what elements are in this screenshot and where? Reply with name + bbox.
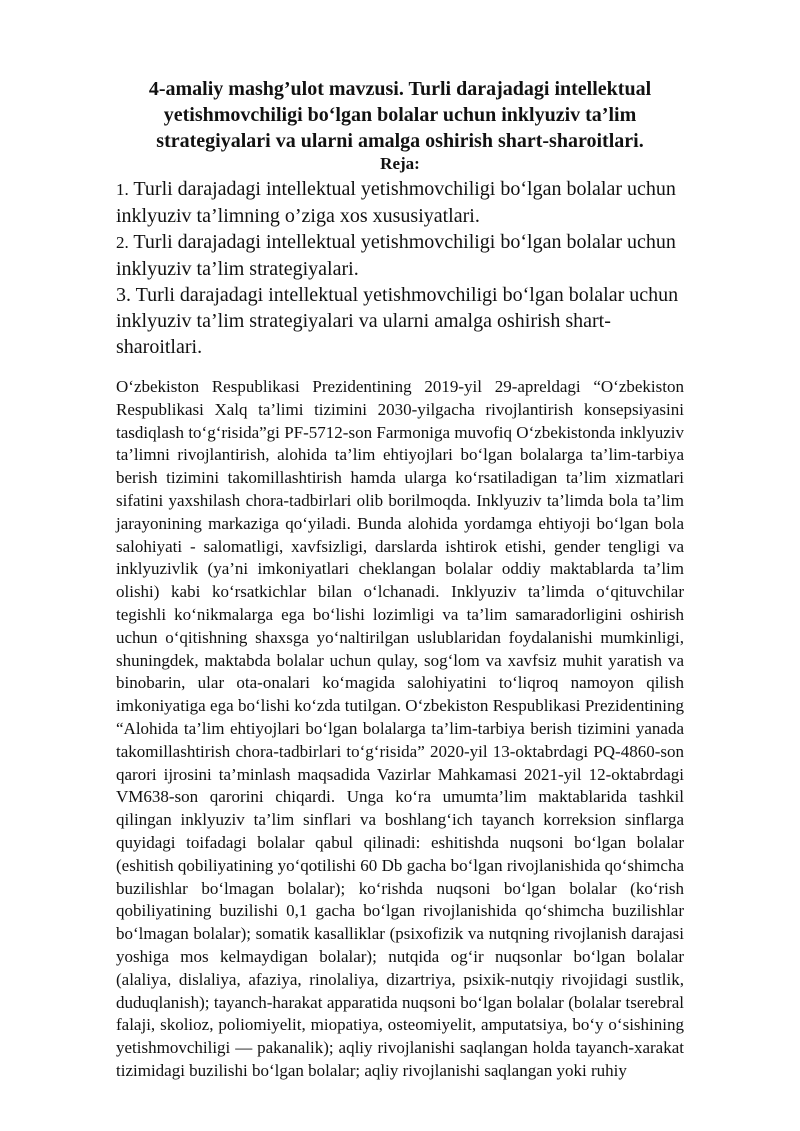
plan-heading: Reja: [380,154,420,173]
plan-item-text: Turli darajadagi intellektual yetishmovchiligi bo‘lgan bolalar uchun inklyuziv ta’lim strategiyalari va ularni amalga oshirish shart-sharoitlari. [116,284,679,358]
plan-item-text: Turli darajadagi intellektual yetishmovchiligi bo‘lgan bolalar uchun inklyuziv ta’limning o’ziga xos xususiyatlari. [116,178,676,227]
document-page [116,76,684,1083]
plan-item-1 [116,176,684,229]
body-paragraph: O‘zbekiston Respublikasi Prezidentining 2019-yil 29-apreldagi “O‘zbekiston Respublikasi Xalq ta’limi tizimini 2030-yilgacha rivojlantirish konsepsiyasini tasdiqlash to‘g‘risida”gi PF-5712-son Farmoniga muvofiq O‘zbekistonda inklyuziv ta’limni rivojlantirish, alohida ta’lim ehtiyojlari bo‘lgan bolalarga ta’lim-tarbiya berish tizimini takomillashtirish hamda ularga ko‘rsatiladigan ta’lim xizmatlari sifatini yaxshilash chora-tadbirlari olib borilmoqda. Inklyuziv ta’limda bola ta’lim jarayonining markaziga qo‘yiladi. Bunda alohida yordamga ehtiyoji bo‘lgan bola salohiyati - salomatligi, xavfsizligi, darslarda ishtirok etishi, gender tengligi va inklyuzivlik (ya’ni imkoniyatlari cheklangan bolalar oddiy maktablarda ta’lim olishi) kabi ko‘rsatkichlar bilan o‘lchanadi. Inklyuziv ta’limda o‘qituvchilar tegishli ko‘nikmalarga ega bo‘lishi lozimligi va ta’lim samaradorligini oshirish uchun o‘qitishning shaxsga yo‘naltirilgan uslublaridan foydalanishi mumkinligi, shuningdek, maktabda bolalar uchun qulay, sog‘lom va xavfsiz muhit yaratish va binobarin, ular ota-onalari ko‘magida salohiyatini to‘liqroq namoyon qilish imkoniyatiga ega bo‘lishi ko‘zda tutilgan. O‘zbekiston Respublikasi Prezidentining “Alohida ta’lim ehtiyojlari bo‘lgan bolalarga ta’lim-tarbiya berish tizimini yanada takomillashtirish chora-tadbirlari to‘g‘risida” 2020-yil 13-oktabrdagi PQ-4860-son qarori ijrosini ta’minlash maqsadida Vazirlar Mahkamasi 2021-yil 12-oktabrdagi VM638-son qarorini chiqardi. Unga ko‘ra umumta’lim maktablarida tashkil qilingan inklyuziv ta’lim sinflari va boshlang‘ich tayanch korreksion sinflarga quyidagi toifadagi bolalar qabul qilinadi: eshitishda nuqsoni bo‘lgan bolalar (eshitish qobiliyatining yo‘qotilishi 60 Db gacha bo‘lgan rivojlanishida qo‘shimcha buzilishlar bo‘lmagan bolalar); ko‘rishda nuqsoni bo‘lgan bolalar (ko‘rish qobiliyatining buzilishi 0,1 gacha bo‘lgan rivojlanishida qo‘shimcha buzilishlar bo‘lmagan bolalar); somatik kasalliklar (psixofizik va nutqning rivojlanish darajasi yoshiga mos kelmaydigan bolalar); nutqida og‘ir nuqsonlar bo‘lgan bolalar (alaliya, dislaliya, afaziya, rinolaliya, dizartriya, psixik-nutqiy rivojidagi sustlik, duduqlanish); tayanch-harakat apparatida nuqsoni bo‘lgan bolalar (bolalar tserebral falaji, skolioz, poliomiyelit, miopatiya, osteomiyelit, amputatsiya, bo‘y o‘sishining yetishmovchiligi — pakanalik); aqliy rivojlanishi saqlangan holda tayanch-xarakat tizimidagi buzilishi bo‘lgan bolalar; aqliy rivojlanishi saqlangan yoki ruhiy [116,377,684,1080]
plan-item-number: 3. [116,284,131,306]
plan-item-text: Turli darajadagi intellektual yetishmovchiligi bo‘lgan bolalar uchun inklyuziv ta’lim strategiyalari. [116,231,676,280]
plan-item-2 [116,229,684,282]
plan-item-3 [116,282,684,360]
document-title: 4-amaliy mashg’ulot mavzusi. Turli darajadagi intellektual yetishmovchiligi bo‘lgan bolalar uchun inklyuziv ta’lim strategiyalari va ularni amalga oshirish shart-sharoitlari. [148,78,652,152]
plan-item-number: 1. [116,180,129,199]
plan-list [116,176,684,360]
plan-item-number: 2. [116,233,129,252]
